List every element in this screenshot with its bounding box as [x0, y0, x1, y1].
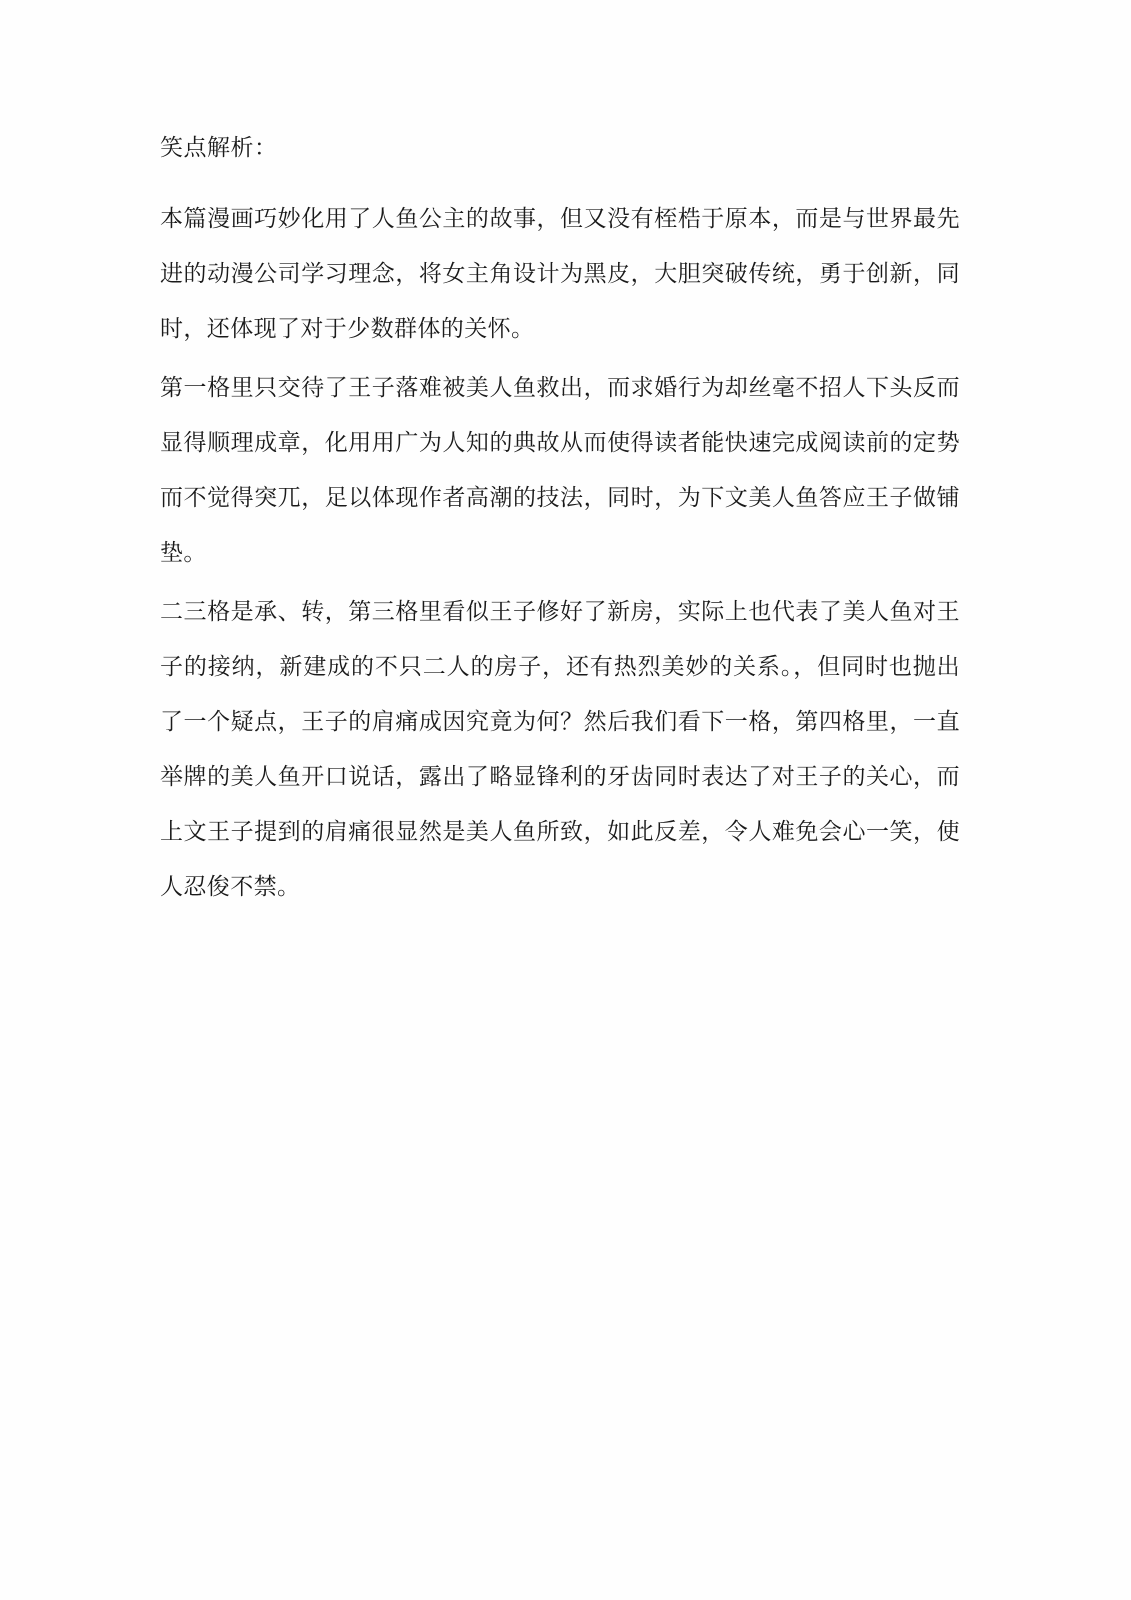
document-body: [160, 130, 960, 914]
paragraph-3: 二三格是承、转，第三格里看似王子修好了新房，实际上也代表了美人鱼对王子的接纳，新建成的不只二人的房子，还有热烈美妙的关系。，但同时也抛出了一个疑点，王子的肩痛成因究竟为何？然后我们看下一格，第四格里，一直举牌的美人鱼开口说话，露出了略显锋利的牙齿同时表达了对王子的关心，而上文王子提到的肩痛很显然是美人鱼所致，如此反差，令人难免会心一笑，使人忍俊不禁。: [160, 597, 960, 899]
page-title: 笑点解析：: [160, 134, 278, 160]
paragraph-2: 第一格里只交待了王子落难被美人鱼救出，而求婚行为却丝毫不招人下头反而显得顺理成章，化用用广为人知的典故从而使得读者能快速完成阅读前的定势而不觉得突兀，足以体现作者高潮的技法，同时，为下文美人鱼答应王子做铺垫。: [160, 373, 960, 565]
paragraph-1: 本篇漫画巧妙化用了人鱼公主的故事，但又没有桎梏于原本，而是与世界最先进的动漫公司学习理念，将女主角设计为黑皮，大胆突破传统，勇于创新，同时，还体现了对于少数群体的关怀。: [160, 204, 960, 341]
